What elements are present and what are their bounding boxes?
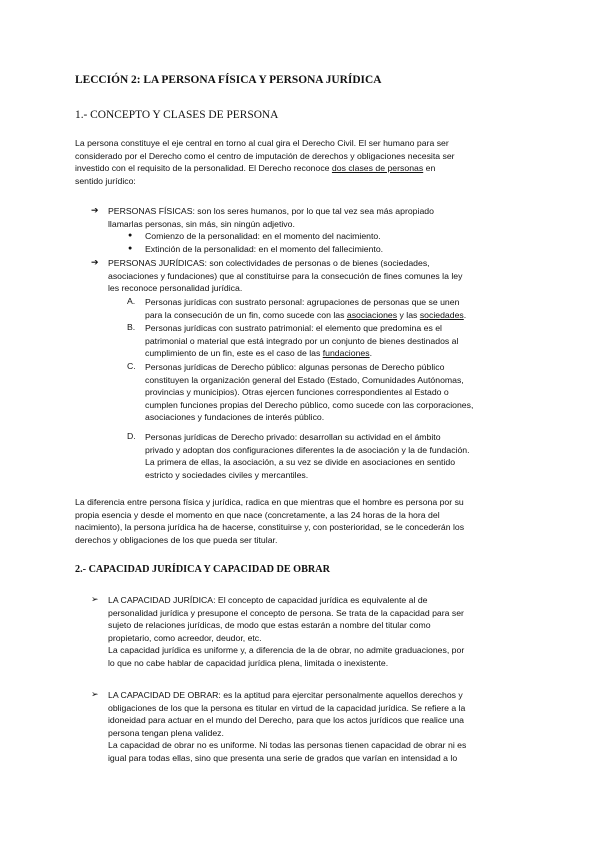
lesson-title: LECCIÓN 2: LA PERSONA FÍSICA Y PERSONA JURÍDICA <box>75 74 382 86</box>
intro-line: sentido jurídico: <box>75 175 136 186</box>
item-line: propietario, como acreedor, deudor, etc. <box>108 632 262 643</box>
item-line: idoneidad para actuar en el mundo del Derecho, para que los actos jurídicos que realice una <box>108 715 464 726</box>
dos-clases-link[interactable]: dos clases de personas <box>331 163 424 174</box>
letter-c: C. <box>127 361 136 371</box>
intro-line: La persona constituye el eje central en torno al cual gira el Derecho Civil. El ser humano para ser <box>75 138 449 148</box>
bullet-item: Extinción de la personalidad: en el momento del fallecimiento. <box>145 244 384 254</box>
item-line: asociaciones y fundaciones de interés público. <box>145 412 325 423</box>
personas-fisicas-item <box>108 205 434 230</box>
item-line: Personas jurídicas con sustrato personal: agrupaciones de personas que se unen <box>145 297 460 307</box>
item-line: cumplen funciones propias del Derecho público, como sucede con las corporaciones, <box>145 399 474 410</box>
lettered-item-d <box>145 431 470 481</box>
lettered-item-a <box>145 296 466 321</box>
paragraph-line: derechos y obligaciones de los que pueda ser titular. <box>75 534 278 545</box>
section-2-heading: 2.- CAPACIDAD JURÍDICA Y CAPACIDAD DE OBRAR <box>75 564 330 575</box>
item-line: Personas jurídicas de Derecho privado: desarrollan su actividad en el ámbito <box>145 432 441 442</box>
letter-a: A. <box>127 296 136 306</box>
item-line: LA CAPACIDAD DE OBRAR: es la aptitud para ejercitar personalmente aquellos derechos y <box>108 690 463 700</box>
arrow-icon: ➔ <box>91 257 99 267</box>
triangle-arrow-icon: ➢ <box>91 689 99 699</box>
asociaciones-link[interactable]: asociaciones <box>346 309 398 320</box>
bullet-icon: ● <box>128 245 133 252</box>
sociedades-link[interactable]: sociedades <box>419 309 464 320</box>
fundaciones-link[interactable]: fundaciones <box>322 348 370 359</box>
personas-juridicas-item <box>108 257 462 295</box>
capacidad-juridica-item <box>108 594 464 670</box>
item-line: sujeto de relaciones jurídicas, de modo que estas estarán a nombre del titular como <box>108 620 431 631</box>
intro-line: investido con el requisito de la personalidad. El Derecho reconoce dos clases de personas en <box>75 163 436 174</box>
item-line: obligaciones de los que la persona es titular en virtud de la capacidad jurídica. Se refiere a la <box>108 702 466 713</box>
item-line: Personas jurídicas de Derecho público: algunas personas de Derecho público <box>145 362 445 372</box>
lettered-item-c <box>145 361 473 424</box>
item-line: asociaciones y fundaciones) que al constituirse para la consecución de fines comunes la ley <box>108 270 463 281</box>
item-line: les reconoce personalidad jurídica. <box>108 283 243 294</box>
section-1-heading: 1.- CONCEPTO Y CLASES DE PERSONA <box>75 109 279 121</box>
lettered-item-b <box>145 322 458 360</box>
paragraph-line: propia esencia y desde el momento en que nace (concretamente, a las 24 horas de la hora del <box>75 509 440 520</box>
paragraph-line: nacimiento), la persona jurídica ha de hacerse, constituirse y, con posterioridad, se le concederán los <box>75 522 465 533</box>
item-line: La primera de ellas, la asociación, a su vez se divide en asociaciones en sentido <box>145 457 456 468</box>
item-line: llamarlas personas, sin más, sin ningún adjetivo. <box>108 218 295 229</box>
item-line: Personas jurídicas con sustrato patrimonial: el elemento que predomina es el <box>145 323 442 333</box>
item-line: personalidad jurídica y presupone el concepto de persona. Se trata de la capacidad para ser <box>108 607 464 618</box>
item-line: privado y adoptan dos configuraciones diferentes la de asociación y la de fundación. <box>145 444 470 455</box>
item-line: igual para todas ellas, sino que presenta una serie de grados que varían en intensidad a lo <box>108 752 458 763</box>
item-line: La capacidad de obrar no es uniforme. Ni todas las personas tienen capacidad de obrar ni es <box>108 740 467 751</box>
item-line: cumplimiento de un fin, este es el caso de las fundaciones. <box>145 348 372 359</box>
letter-b: B. <box>127 322 136 332</box>
paragraph-line: La diferencia entre persona física y jurídica, radica en que mientras que el hombre es persona por su <box>75 497 464 507</box>
intro-paragraph <box>75 137 455 187</box>
triangle-arrow-icon: ➢ <box>91 594 99 604</box>
item-line: lo que no cabe hablar de capacidad jurídica plena, limitada o inexistente. <box>108 657 389 668</box>
item-line: PERSONAS FÍSICAS: son los seres humanos, por lo que tal vez sea más apropiado <box>108 206 434 216</box>
item-line: para la consecución de un fin, como sucede con las asociaciones y las sociedades. <box>145 309 467 320</box>
item-line: PERSONAS JURÍDICAS: son colectividades de personas o de bienes (sociedades, <box>108 258 430 268</box>
item-line: LA CAPACIDAD JURÍDICA: El concepto de capacidad jurídica es equivalente al de <box>108 595 428 605</box>
bullet-item: Comienzo de la personalidad: en el momento del nacimiento. <box>145 231 381 241</box>
difference-paragraph <box>75 496 464 546</box>
item-line: constituyen la organización general del Estado (Estado, Comunidades Autónomas, <box>145 374 464 385</box>
item-line: provincias y municipios). Otras ejercen funciones correspondientes al Estado o <box>145 387 449 398</box>
arrow-icon: ➔ <box>91 205 99 215</box>
letter-d: D. <box>127 431 136 441</box>
intro-line: considerado por el Derecho como el centro de imputación de derechos y obligaciones necesita ser <box>75 150 455 161</box>
capacidad-obrar-item <box>108 689 466 765</box>
bullet-icon: ● <box>128 232 133 239</box>
item-line: La capacidad jurídica es uniforme y, a diferencia de la de obrar, no admite graduaciones, por <box>108 645 465 656</box>
item-line: estricto y sociedades civiles y mercantiles. <box>145 469 309 480</box>
item-line: persona tengan plena validez. <box>108 727 224 738</box>
item-line: patrimonial o material que está integrado por un conjunto de bienes destinados al <box>145 335 459 346</box>
